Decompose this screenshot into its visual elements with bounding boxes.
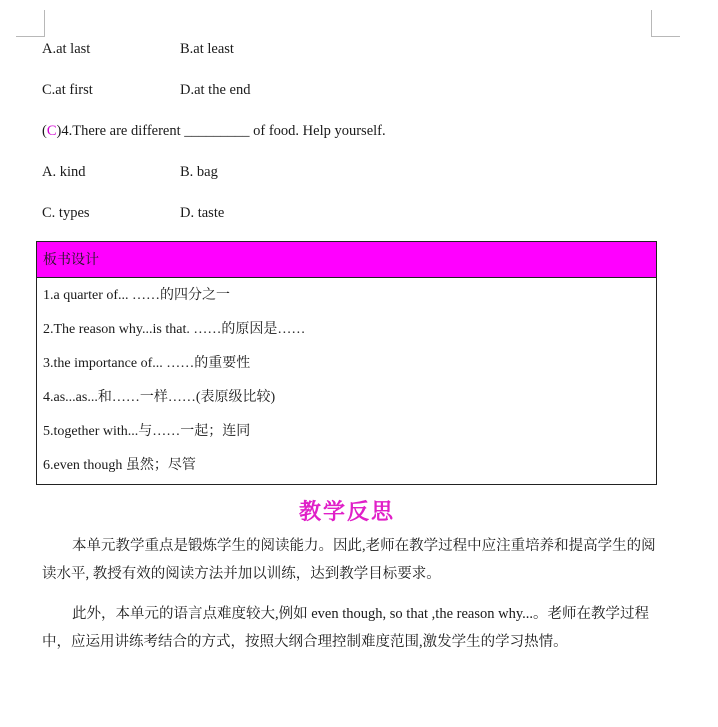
reflection-title: 教学反思 <box>298 499 395 525</box>
option-b: B. bag <box>180 164 218 180</box>
question-4-text: )4.There are different _________ of food. Help yourself. <box>56 123 386 139</box>
option-b: B.at least <box>180 41 234 57</box>
board-item-1: 1.a quarter of... ……的四分之一 <box>43 288 231 303</box>
page-corner-mark-right <box>651 10 680 37</box>
option-d: D. taste <box>180 205 225 221</box>
board-item-2: 2.The reason why...is that. ……的原因是…… <box>43 322 306 337</box>
board-design-table <box>36 241 657 485</box>
board-item-3: 3.the importance of... ……的重要性 <box>43 356 251 371</box>
question-4-open-paren: ( <box>42 123 47 139</box>
board-item-4: 4.as...as...和……一样……(表原级比较) <box>43 390 276 405</box>
board-item-5: 5.together with...与……一起；连同 <box>43 424 251 439</box>
reflection-paragraph-1: 本单元教学重点是锻炼学生的阅读能力。因此,老师在教学过程中应注重培养和提高学生的阅读水平, 教授有效的阅读方法并加以训练，达到教学目标要求。 <box>42 538 656 582</box>
option-c: C. types <box>42 205 90 221</box>
board-design-header: 板书设计 <box>37 242 656 278</box>
option-a: A. kind <box>42 164 86 180</box>
reflection-paragraph-2: 此外，本单元的语言点难度较大,例如 even though, so that ,the reason why...。老师在教学过程中，应运用讲练考结合的方式，按照大纲合理控制难度范围,激发学生的学习热情。 <box>42 606 649 650</box>
board-item-6: 6.even though 虽然；尽管 <box>43 458 196 473</box>
option-d: D.at the end <box>180 82 251 98</box>
question-4 <box>42 122 386 140</box>
page-corner-mark-left <box>16 10 45 37</box>
option-a: A.at last <box>42 41 91 57</box>
option-c: C.at first <box>42 82 93 98</box>
question-4-answer: C <box>46 123 57 139</box>
